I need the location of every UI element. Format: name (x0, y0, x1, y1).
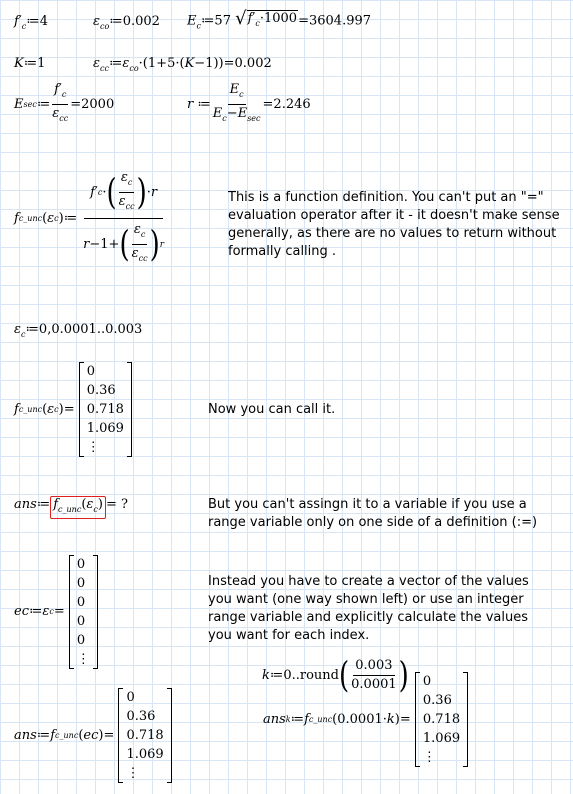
matrix-cell: 1.069 (126, 747, 164, 762)
ans-k-idx: k (386, 711, 395, 727)
error-highlight-box[interactable]: $f_{c\_unc}(\varepsilon_c)$ (50, 496, 106, 519)
eps-cc-result: 0.002 (234, 56, 272, 71)
eps-co-definition[interactable]: $\varepsilon_{co}≔0.002$ (93, 14, 160, 31)
ec-vector-note: Instead you have to create a vector of the values you want (one way shown left) or use an integer range variable and explicitly calculate the values you want for each index. (208, 574, 529, 643)
ec-vector-matrix (69, 555, 98, 669)
k-range-num: 0.003 (353, 658, 394, 676)
k-range-den: 0.0001 (351, 677, 397, 692)
ans-ec-result[interactable]: ans ≔ f c_unc ( ec )= 0 0.36 0.718 1.069 ⋮ (14, 688, 172, 783)
matrix-cell: 0.718 (126, 728, 164, 743)
ans-k-sub: k (285, 714, 291, 724)
matrix-cell: 0.36 (126, 709, 156, 724)
eps-cc-c2: 5 (167, 56, 176, 71)
k-value: 1 (37, 56, 46, 71)
matrix-cell: 1.069 (422, 731, 461, 746)
r-result: 2.246 (273, 96, 311, 112)
r-definition[interactable]: r ≔ $\frac{E_c}{E_c-E_{sec}}$ = 2.246 (187, 82, 311, 123)
k-range-func: round (299, 667, 339, 683)
matrix-cell: 0.718 (422, 712, 461, 727)
matrix-cell: 0 (86, 364, 96, 379)
eps-cc-c3: 1 (205, 56, 214, 71)
ans-k-coef: 0.0001 (337, 711, 383, 727)
matrix-cell: 0.36 (422, 693, 452, 708)
ans-k-lhs: ans (263, 711, 286, 727)
eps-cc-definition[interactable]: $\varepsilon_{cc}≔\varepsilon_{co}\cdot(1+5\cdot(K-1))=0.002$ (93, 56, 272, 73)
matrix-cell: 0 (76, 633, 86, 648)
ec-vector-lhs: ec (14, 604, 29, 619)
matrix-cell: 0 (76, 595, 86, 610)
ans-k-result[interactable]: ans k ≔ f c_unc ( 0.0001 · k )= 0 0.36 0.718 1.069 ⋮ (263, 672, 468, 767)
matrix-cell: 0 (76, 557, 86, 572)
func-minus-one: 1 (100, 236, 109, 252)
esec-result: 2000 (81, 96, 115, 112)
ec-multiplier: 1000 (263, 11, 298, 26)
ec-coefficient: 57 (214, 13, 231, 29)
fc-definition[interactable]: $f'_c≔4$ (14, 14, 48, 31)
ec-vector-definition[interactable]: ec ≔ ε c = 0 0 0 0 0 ⋮ (14, 555, 98, 669)
eps-cc-c1: 1 (147, 56, 157, 71)
ans-ec-arg: ec (83, 727, 99, 743)
ans-k-matrix (415, 672, 468, 767)
ans-ec-matrix (118, 688, 171, 783)
range-end: 0.003 (105, 322, 143, 337)
error-example-note: But you can't assingn it to a variable if you use a range variable only on one side of a definition (:=) (208, 497, 538, 530)
error-question: ? (120, 497, 128, 512)
eps-co-value: 0.002 (122, 14, 160, 29)
k-range-var: k (262, 667, 270, 683)
matrix-cell: 0 (76, 614, 86, 629)
call-result-note: Now you can call it. (208, 402, 336, 417)
call-result-matrix (79, 362, 132, 457)
matrix-cell: 0 (126, 690, 135, 705)
matrix-cell: ⋮ (422, 750, 436, 765)
function-definition[interactable]: f c_unc ( ε c )≔ f ′ c · ( $\frac{\varepsilon_c}{\varepsilon_{cc}}$ ) · r r − 1 + ( $\frac{\varepsilon_c}{\varepsilon_{cc}}$ ) r (14, 170, 165, 265)
function-definition-note: This is a function definition. You can't put an "=" evaluation operator after it - it doesn't make sense generally, as there are no values to return without formally calling . (228, 190, 560, 259)
matrix-cell: ⋮ (76, 652, 90, 667)
matrix-cell: 0 (422, 674, 432, 689)
sqrt-expression: √ $f'_c\cdot 1000$ (235, 10, 298, 32)
ec-definition[interactable]: $E_c≔57$ √ $f'_c\cdot 1000$ =3604.997 (187, 8, 372, 31)
k-range-definition[interactable]: k ≔ 0 .. round ( $\frac{0.003}{0.0001}$ ) (262, 655, 409, 696)
ec-result: 3604.997 (308, 13, 372, 29)
k-definition[interactable]: K≔1 (14, 56, 46, 71)
k-range-start: 0 (283, 667, 292, 683)
range-definition[interactable]: $\varepsilon_c≔0,0.0001..0.003$ (14, 322, 143, 339)
esec-definition[interactable]: E sec ≔ $\frac{f'_c}{\varepsilon_{cc}}$ = 2000 (14, 82, 115, 123)
error-lhs: ans (14, 497, 37, 512)
matrix-cell: 0.718 (86, 402, 124, 417)
range-step: 0.0001 (51, 322, 97, 337)
ans-ec-lhs: ans (14, 727, 37, 743)
function-call-result[interactable]: f c_unc ( ε c )= 0 0.36 0.718 1.069 ⋮ (14, 362, 132, 457)
fc-value: 4 (39, 14, 48, 29)
range-start: 0 (38, 322, 48, 337)
matrix-cell: 0 (76, 576, 86, 591)
error-example[interactable]: ans≔ $f_{c\_unc}(\varepsilon_c)$ = ? (14, 496, 128, 519)
matrix-cell: 0.36 (86, 383, 116, 398)
matrix-cell: ⋮ (86, 440, 100, 455)
matrix-cell: ⋮ (126, 766, 140, 781)
matrix-cell: 1.069 (86, 421, 124, 436)
